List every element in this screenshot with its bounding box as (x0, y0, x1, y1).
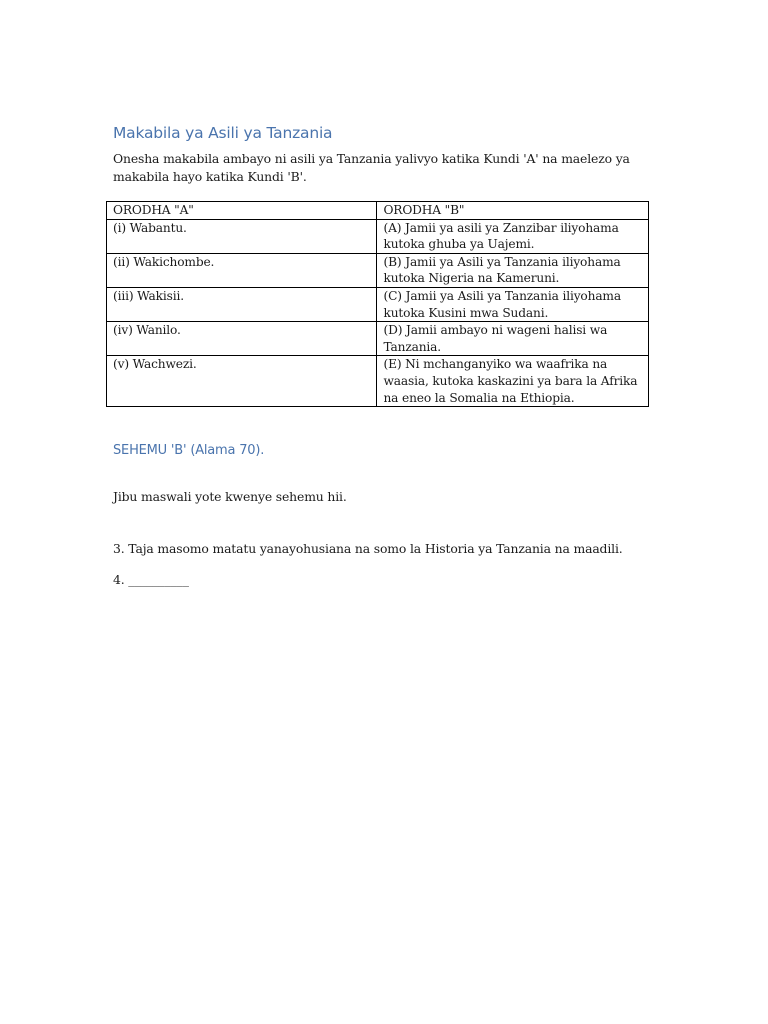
cell-b: (D) Jamii ambayo ni wageni halisi wa Tanzania. (377, 322, 649, 356)
cell-b: (A) Jamii ya asili ya Zanzibar iliyohama kutoka ghuba ya Uajemi. (377, 219, 649, 253)
cell-b: (B) Jamii ya Asili ya Tanzania iliyohama kutoka Nigeria na Kameruni. (377, 253, 649, 287)
question-4: 4. __________ (113, 572, 189, 587)
question-3: 3. Taja masomo matatu yanayohusiana na somo la Historia ya Tanzania na maadili. (113, 541, 623, 556)
instruction-text: Jibu maswali yote kwenye sehemu hii. (113, 489, 347, 504)
table-header-row (107, 202, 649, 220)
header-orodha-a: ORODHA "A" (107, 202, 377, 220)
cell-b: (C) Jamii ya Asili ya Tanzania iliyohama kutoka Kusini mwa Sudani. (377, 287, 649, 321)
matching-table (106, 201, 649, 407)
section-title: SEHEMU 'B' (Alama 70). (113, 443, 265, 458)
cell-a: (v) Wachwezi. (107, 356, 377, 407)
intro-paragraph: Onesha makabila ambayo ni asili ya Tanzania yalivyo katika Kundi 'A' na maelezo ya makabila hayo katika Kundi 'B'. (113, 151, 630, 184)
table-row (107, 322, 649, 356)
header-orodha-b: ORODHA "B" (377, 202, 649, 220)
cell-a: (i) Wabantu. (107, 219, 377, 253)
cell-a: (ii) Wakichombe. (107, 253, 377, 287)
page-title: Makabila ya Asili ya Tanzania (113, 124, 333, 142)
table-row (107, 287, 649, 321)
table-row (107, 219, 649, 253)
table-row (107, 356, 649, 407)
cell-a: (iii) Wakisii. (107, 287, 377, 321)
table-row (107, 253, 649, 287)
cell-b: (E) Ni mchanganyiko wa waafrika na waasia, kutoka kaskazini ya bara la Afrika na eneo la Somalia na Ethiopia. (377, 356, 649, 407)
cell-a: (iv) Wanilo. (107, 322, 377, 356)
